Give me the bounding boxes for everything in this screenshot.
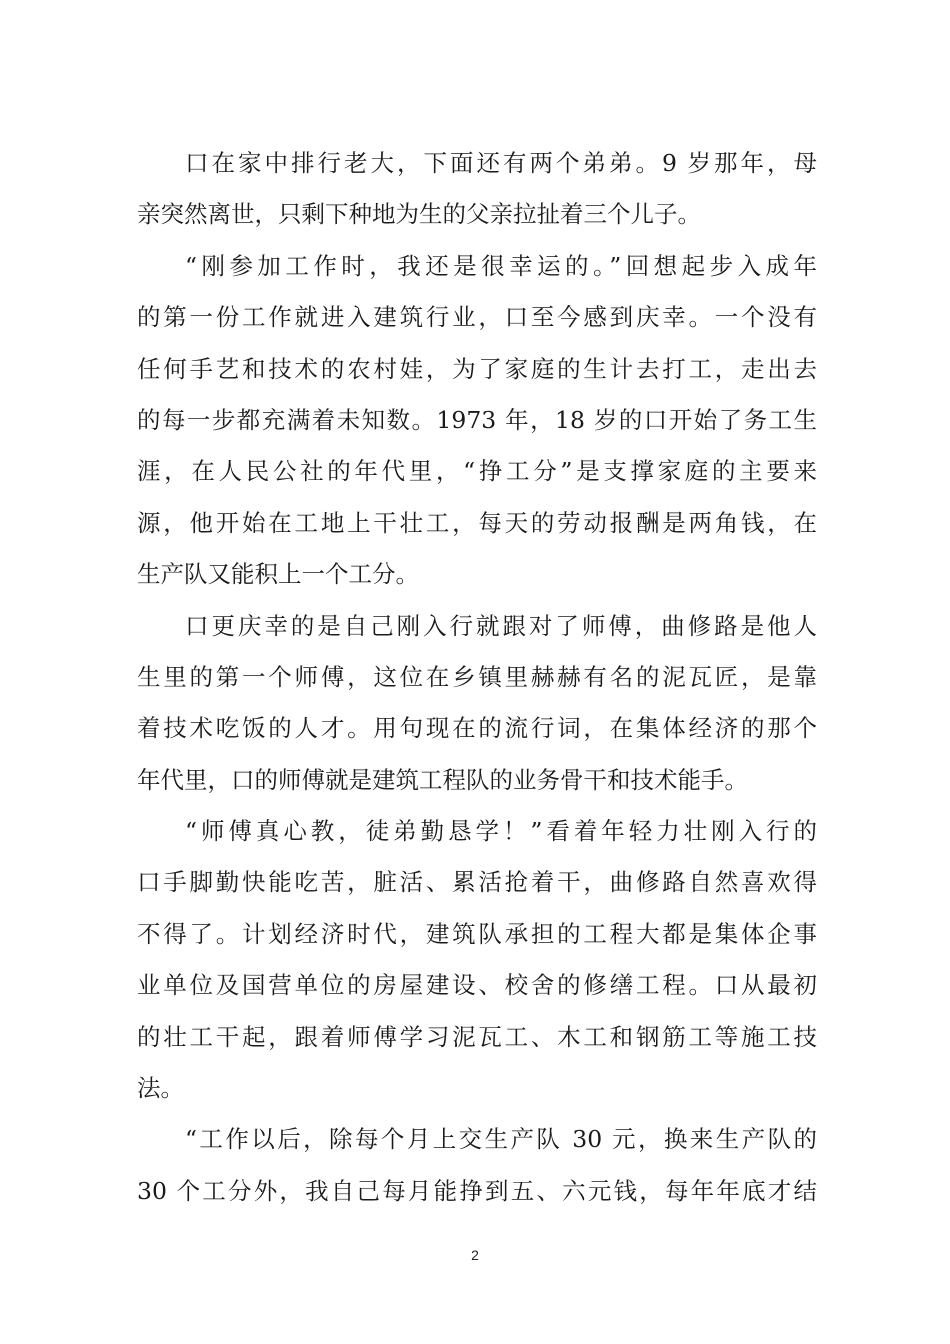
text-line: “师傅真心教，徒弟勤恳学！”看着年轻力壮刚入行的 — [185, 817, 817, 846]
text-line: 的第一份工作就进入建筑行业，口至今感到庆幸。一个没有 — [137, 303, 817, 332]
text-line: 生里的第一个师傅，这位在乡镇里赫赫有名的泥瓦匠，是靠 — [137, 662, 817, 691]
text-line: 着技术吃饭的人才。用句现在的流行词，在集体经济的那个 — [137, 714, 817, 743]
text-line: 口在家中排行老大，下面还有两个弟弟。9 岁那年，母 — [185, 149, 817, 177]
text-line: 亲突然离世，只剩下种地为生的父亲拉扯着三个儿子。 — [137, 200, 701, 229]
text-line: 的每一步都充满着未知数。1973 年，18 岁的口开始了务工生 — [137, 405, 817, 434]
text-line: 年代里，口的师傅就是建筑工程队的业务骨干和技术能手。 — [137, 765, 748, 794]
text-line: 生产队又能积上一个工分。 — [137, 560, 419, 589]
text-line: 法。 — [137, 1074, 184, 1103]
text-line: 不得了。计划经济时代，建筑队承担的工程大都是集体企事 — [137, 919, 817, 948]
text-line: 口更庆幸的是自己刚入行就跟对了师傅，曲修路是他人 — [185, 611, 817, 640]
text-line: “刚参加工作时，我还是很幸运的。”回想起步入成年 — [185, 251, 817, 280]
text-line: 任何手艺和技术的农村娃，为了家庭的生计去打工，走出去 — [137, 354, 817, 383]
text-line: “工作以后，除每个月上交生产队 30 元，换来生产队的 — [185, 1125, 817, 1154]
text-line: 30 个工分外，我自己每月能挣到五、六元钱，每年年底才结 — [137, 1176, 817, 1205]
text-line: 涯，在人民公社的年代里，“挣工分”是支撑家庭的主要来 — [137, 457, 817, 486]
document-body — [137, 138, 817, 1217]
text-line: 源，他开始在工地上干壮工，每天的劳动报酬是两角钱，在 — [137, 508, 817, 537]
text-line: 的壮工干起，跟着师傅学习泥瓦工、木工和钢筋工等施工技 — [137, 1022, 817, 1051]
text-line: 口手脚勤快能吃苦，脏活、累活抢着干，曲修路自然喜欢得 — [137, 868, 817, 897]
page-number: 2 — [471, 1247, 479, 1263]
text-line: 业单位及国营单位的房屋建设、校舍的修缮工程。口从最初 — [137, 971, 817, 1000]
